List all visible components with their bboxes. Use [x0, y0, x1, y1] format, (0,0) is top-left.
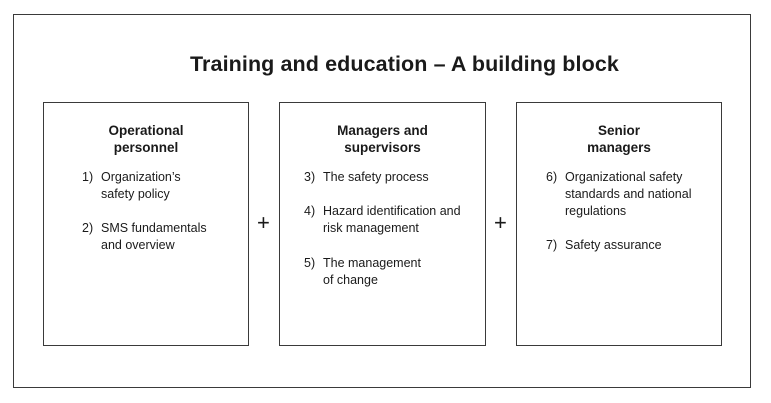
box-operational-personnel — [43, 102, 249, 346]
item-text: risk management — [323, 221, 419, 235]
item-number: 5) — [304, 256, 316, 270]
item-number: 7) — [546, 238, 558, 252]
box-senior-managers — [516, 102, 722, 346]
box-managers-supervisors — [279, 102, 486, 346]
item-text: standards and national — [565, 187, 692, 201]
box-heading-line: supervisors — [344, 140, 421, 155]
item-text: Organizational safety — [565, 170, 683, 184]
diagram-title: Training and education – A building block — [190, 52, 619, 76]
item-text: The safety process — [323, 170, 429, 184]
box-heading-line: Senior — [597, 123, 640, 138]
box-heading-line: Operational — [108, 123, 184, 138]
plus-connector: + — [494, 210, 507, 235]
item-number: 6) — [546, 170, 558, 184]
item-number: 2) — [82, 221, 94, 235]
box-heading — [517, 122, 721, 156]
item-number: 1) — [82, 170, 94, 184]
item-number: 3) — [304, 170, 316, 184]
box-heading — [280, 122, 485, 156]
item-text: The management — [323, 256, 421, 270]
item-text: safety policy — [101, 187, 170, 201]
item-text: regulations — [565, 204, 627, 218]
item-text: SMS fundamentals — [101, 221, 207, 235]
item-text: and overview — [101, 238, 175, 252]
item-number: 4) — [304, 204, 316, 218]
box-heading-line: managers — [587, 140, 651, 155]
plus-connector: + — [257, 210, 270, 235]
item-text: Organization’s — [101, 170, 181, 184]
item-text: Hazard identification and — [323, 204, 461, 218]
box-heading-line: personnel — [113, 140, 179, 155]
box-heading-line: Managers and — [337, 123, 428, 138]
box-heading — [44, 122, 248, 156]
item-text: of change — [323, 273, 378, 287]
item-text: Safety assurance — [565, 238, 662, 252]
